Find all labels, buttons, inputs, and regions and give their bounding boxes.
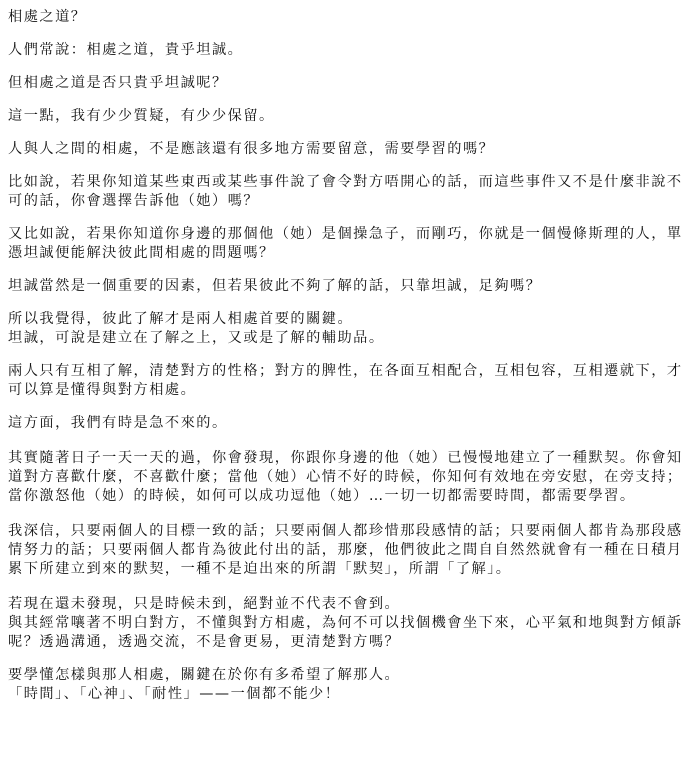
- paragraph-10: 這方面，我們有時是急不來的。: [8, 415, 228, 431]
- paragraph-6: 又比如說，若果你知道你身邊的那個他（她）是個操急子，而剛巧，你就是一個慢條斯理的人，單憑坦誠便能解決彼此間相處的問題嗎？: [8, 226, 683, 261]
- paragraph-4: 人與人之間的相處，不是應該還有很多地方需要留意，需要學習的嗎？: [8, 141, 495, 157]
- paragraph-5: 比如說，若果你知道某些東西或某些事件說了會令對方唔開心的話，而這些事件又不是什麼非說不可的話，你會選擇告訴他（她）嗎？: [8, 174, 683, 209]
- paragraph-13: 若現在還未發現，只是時候未到，絕對並不代表不會到。 與其經常嚷著不明白對方，不懂與對方相處，為何不可以找個機會坐下來，心平氣和地與對方傾訴呢？透過溝通，透過交流，不是會更易，更清楚對方嗎？: [8, 596, 683, 650]
- paragraph-8: 所以我覺得，彼此了解才是兩人相處首要的關鍵。 坦誠，可說是建立在了解之上，又或是了解的輔助品。: [8, 311, 385, 346]
- paragraph-12: 我深信，只要兩個人的目標一致的話；只要兩個人都珍惜那段感情的話；只要兩個人都肯為那段感情努力的話；只要兩個人都肯為彼此付出的話，那麼，他們彼此之間自自然然就會有一種在日積月累下所建立到來的默契，一種不是迫出來的所謂「默契」，所謂「了解」。: [8, 523, 683, 577]
- document-title: 相處之道？: [8, 9, 87, 25]
- paragraph-14: 要學懂怎樣與那人相處，關鍵在於你有多希望了解那人。 「時間」、「心神」、「耐性」——一個都不能少！: [8, 667, 401, 702]
- paragraph-3: 這一點，我有少少質疑，有少少保留。: [8, 108, 275, 124]
- paragraph-1: 人們常說：相處之道，貴乎坦誠。: [8, 42, 244, 58]
- paragraph-7: 坦誠當然是一個重要的因素，但若果彼此不夠了解的話，只靠坦誠，足夠嗎？: [8, 278, 542, 294]
- paragraph-2: 但相處之道是否只貴乎坦誠呢？: [8, 75, 228, 91]
- paragraph-9: 兩人只有互相了解，清楚對方的性格；對方的脾性，在各面互相配合，互相包容，互相遷就下，才可以算是懂得與對方相處。: [8, 363, 683, 398]
- paragraph-11: 其實隨著日子一天一天的過，你會發現，你跟你身邊的他（她）已慢慢地建立了一種默契。你會知道對方喜歡什麼，不喜歡什麼；當他（她）心情不好的時候，你知何有效地在旁安慰，在旁支持；當你激怒他（她）的時候，如何可以成功逗他（她）…一切一切都需要時間，都需要學習。: [8, 450, 683, 504]
